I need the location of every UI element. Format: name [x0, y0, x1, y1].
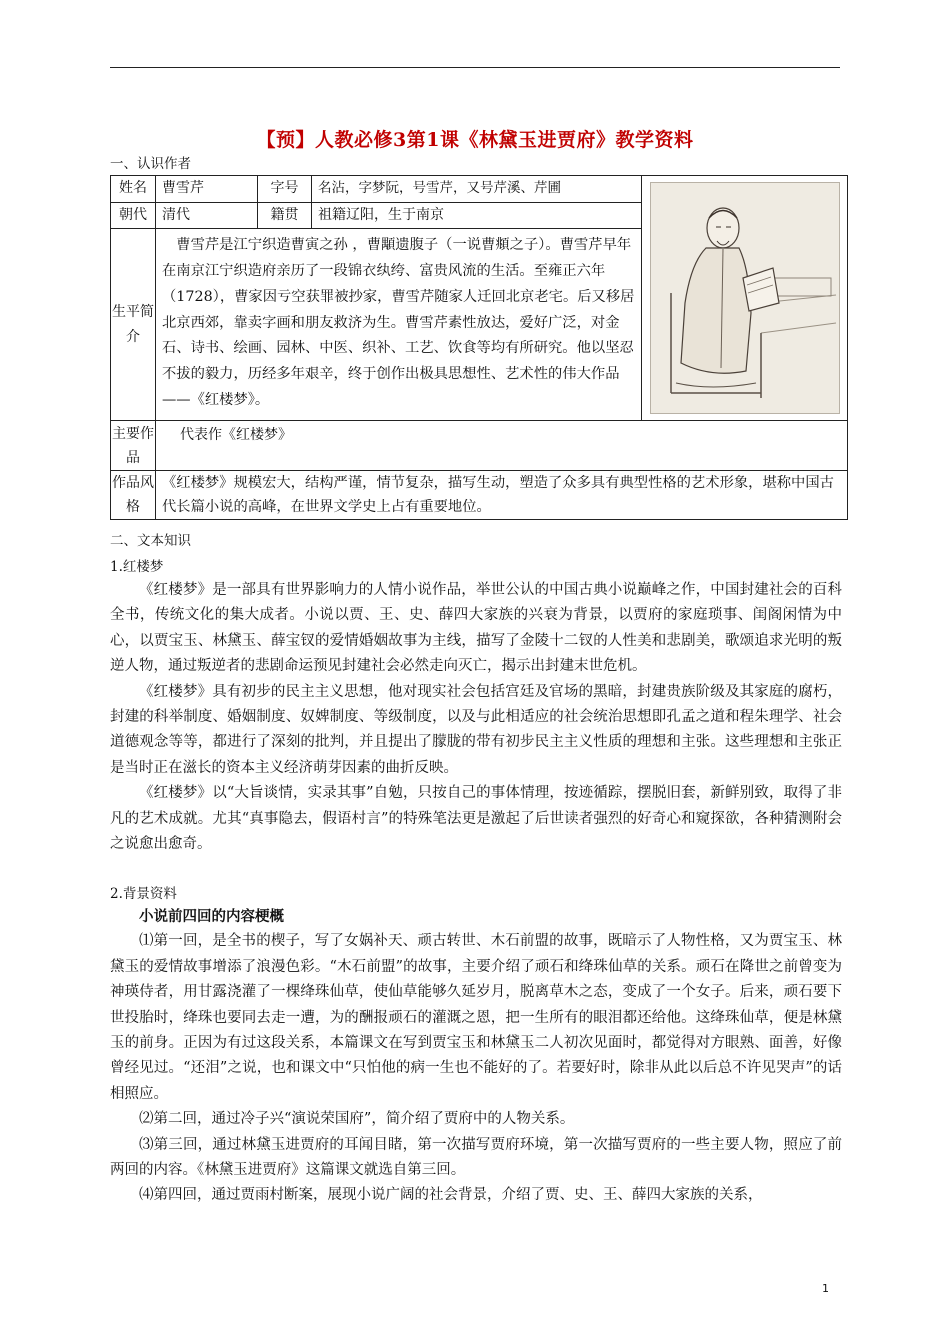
works-label: 主要作品 — [111, 421, 156, 471]
bio-label: 生平简介 — [111, 229, 156, 421]
bio-text: 曹雪芹是江宁织造曹寅之孙 ，曹顒遗腹子（一说曹頫之子）。曹雪芹早年在南京江宁织造府亲历了一段锦衣纨绔、富贵风流的生活。至雍正六年（1728），曹家因亏空获罪被抄家，曹雪芹随家人迁回北京老宅。后又移居北京西郊，靠卖字画和朋友救济为生。曹雪芹素性放达，爱好广泛，对金石、诗书、绘画、园林、中医、织补、工艺、饮食等均有所研究。他以坚忍不拔的毅力，历经多年艰辛，终于创作出极具思想性、艺术性的伟大作品——《红楼梦》。 — [156, 229, 642, 421]
paragraph: ⑷第四回，通过贾雨村断案，展现小说广阔的社会背景，介绍了贾、史、王、薛四大家族的关系， — [139, 1187, 763, 1204]
section-heading-author: 一、认识作者 — [110, 156, 191, 172]
author-table — [110, 175, 848, 520]
dynasty-value: 清代 — [156, 202, 258, 229]
table-row — [111, 421, 848, 471]
style-label: 作品风格 — [111, 471, 156, 520]
header-rule — [110, 67, 840, 68]
subheading-background: 2.背景资料 — [110, 886, 177, 902]
zihao-label: 字号 — [258, 176, 312, 203]
table-row — [111, 176, 848, 203]
hongloumeng-section — [110, 578, 842, 857]
table-row — [111, 471, 848, 520]
zihao-value: 名沾，字梦阮，号雪芹，又号芹溪、芹圃 — [312, 176, 642, 203]
name-value: 曹雪芹 — [156, 176, 258, 203]
page-number: 1 — [822, 1282, 829, 1295]
background-section — [110, 904, 842, 1209]
style-value: 《红楼梦》规模宏大，结构严谨，情节复杂，描写生动，塑造了众多具有典型性格的艺术形象，堪称中国古代长篇小说的高峰，在世界文学史上占有重要地位。 — [156, 471, 848, 520]
native-value: 祖籍辽阳，生于南京 — [312, 202, 642, 229]
dynasty-label: 朝代 — [111, 202, 156, 229]
portrait-cell — [642, 176, 848, 421]
name-label: 姓名 — [111, 176, 156, 203]
document-title: 【预】人教必修3第1课《林黛玉进贾府》教学资料 — [256, 129, 694, 151]
subheading-hongloumeng: 1.红楼梦 — [110, 559, 164, 575]
bold-heading: 小说前四回的内容梗概 — [139, 908, 284, 925]
paragraph: 《红楼梦》以“大旨谈情，实录其事”自勉，只按自己的事体情理，按迹循踪，摆脱旧套，新鲜别致，取得了非凡的艺术成就。尤其“真事隐去，假语村言”的特殊笔法更是激起了后世读者强烈的好奇心和窥探欲，各种猜测附会之说愈出愈奇。 — [110, 785, 842, 853]
works-value: 代表作《红楼梦》 — [156, 421, 848, 471]
paragraph: ⑶第三回，通过林黛玉进贾府的耳闻目睹，第一次描写贾府环境，第一次描写贾府的一些主要人物，照应了前两回的内容。《林黛玉进贾府》这篇课文就选自第三回。 — [110, 1136, 842, 1179]
native-label: 籍贯 — [258, 202, 312, 229]
paragraph: 《红楼梦》具有初步的民主主义思想，他对现实社会包括宫廷及官场的黑暗，封建贵族阶级及其家庭的腐朽，封建的科举制度、婚姻制度、奴婢制度、等级制度，以及与此相适应的社会统治思想即孔孟之道和程朱理学、社会道德观念等等，都进行了深刻的批判，并且提出了朦胧的带有初步民主主义性质的理想和主张。这些理想和主张正是当时正在滋长的资本主义经济萌芽因素的曲折反映。 — [110, 683, 842, 776]
paragraph: ⑴第一回，是全书的楔子，写了女娲补天、顽古转世、木石前盟的故事，既暗示了人物性格，又为贾宝玉、林黛玉的爱情故事增添了浪漫色彩。“木石前盟”的故事，主要介绍了顽石和绛珠仙草的关系。顽石在降世之前曾变为神瑛侍者，用甘露浇灌了一棵绛珠仙草，使仙草能够久延岁月，脱离草木之态，变成了一个女子。后来，顽石要下世投胎时，绛珠也要同去走一遭，为的酬报顽石的灌溉之恩，把一生所有的眼泪都还给他。这绛珠仙草，便是林黛玉的前身。正因为有过这段关系，本篇课文在写到贾宝玉和林黛玉二人初次见面时，都觉得对方眼熟、面善，好像曾经见过。“还泪”之说，也和课文中“只怕他的病一生也不能好的了。若要好时，除非从此以后总不许见哭声”的话相照应。 — [110, 933, 842, 1102]
section-heading-text: 二、文本知识 — [110, 533, 191, 549]
paragraph: ⑵第二回，通过冷子兴“演说荣国府”，简介绍了贾府中的人物关系。 — [139, 1111, 575, 1128]
author-portrait-image — [650, 182, 840, 414]
paragraph: 《红楼梦》是一部具有世界影响力的人情小说作品，举世公认的中国古典小说巅峰之作，中国封建社会的百科全书，传统文化的集大成者。小说以贾、王、史、薛四大家族的兴衰为背景，以贾府的家庭琐事、闺阁闲情为中心，以贾宝玉、林黛玉、薛宝钗的爱情婚姻故事为主线，描写了金陵十二钗的人性美和悲剧美，歌颂追求光明的叛逆人物，通过叛逆者的悲剧命运预见封建社会必然走向灭亡，揭示出封建末世危机。 — [110, 582, 842, 675]
